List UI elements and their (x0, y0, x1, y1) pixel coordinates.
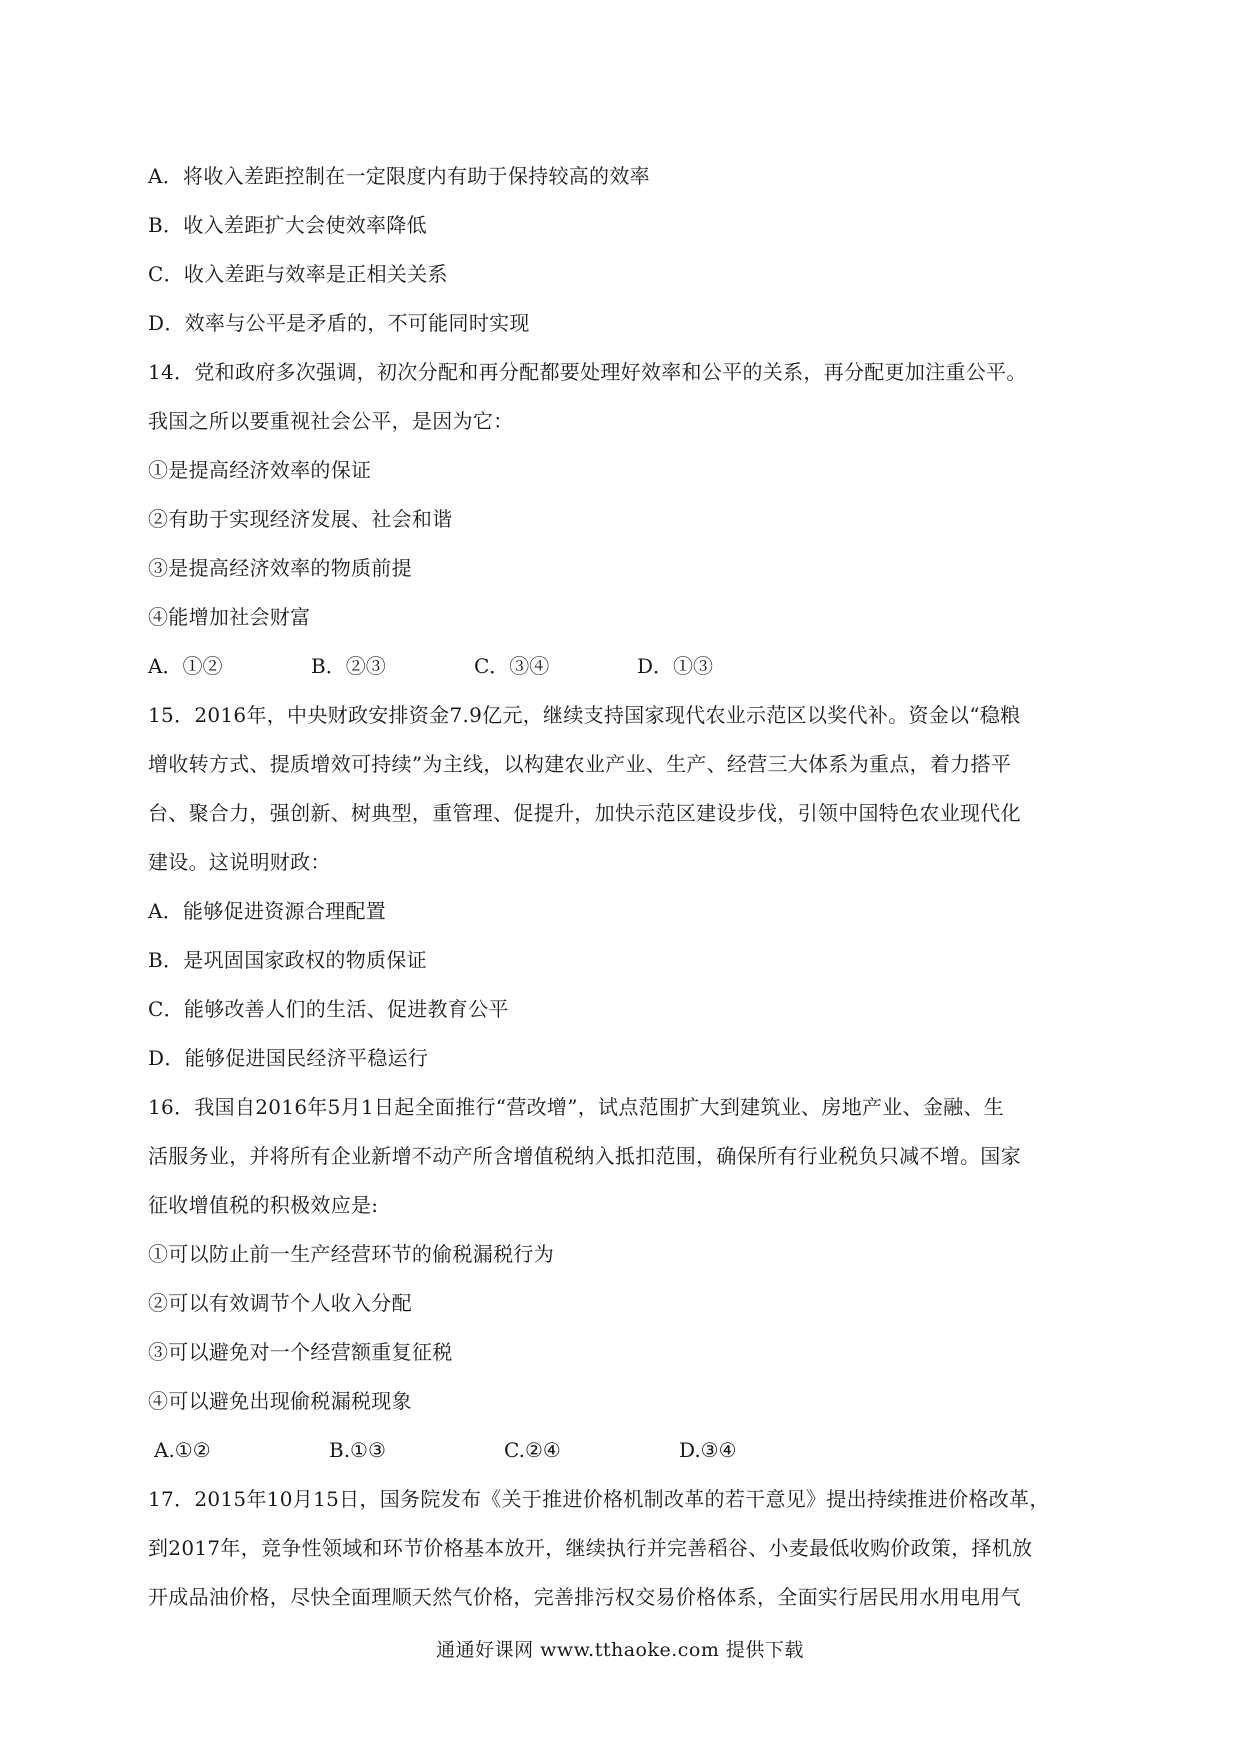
q14-item-3: ③是提高经济效率的物质前提 (148, 556, 412, 580)
q16-item-1: ①可以防止前一生产经营环节的偷税漏税行为 (148, 1242, 554, 1266)
q15-option-d: D．能够促进国民经济平稳运行 (148, 1046, 429, 1070)
q15-stem-line-3: 台、聚合力，强创新、树典型，重管理、促提升，加快示范区建设步伐，引领中国特色农业现代化 (148, 801, 1021, 825)
q15-option-a: A．能够促进资源合理配置 (148, 899, 387, 923)
q15-stem-line-4: 建设。这说明财政： (148, 850, 331, 874)
q13-option-c: C．收入差距与效率是正相关关系 (148, 262, 448, 286)
q14-stem-line-2: 我国之所以要重视社会公平，是因为它： (148, 409, 514, 433)
q15-option-c: C．能够改善人们的生活、促进教育公平 (148, 997, 509, 1021)
q14-stem-line-1: 14．党和政府多次强调，初次分配和再分配都要处理好效率和公平的关系，再分配更加注重公平。 (148, 360, 1027, 384)
q14-answer-b: B．②③ (311, 654, 386, 678)
q17-stem-line-3: 开成品油价格，尽快全面理顺天然气价格，完善排污权交易价格体系，全面实行居民用水用电用气 (148, 1585, 1021, 1609)
q16-stem-line-3: 征收增值税的积极效应是: (148, 1193, 379, 1217)
q17-stem-line-1: 17．2015年10月15日，国务院发布《关于推进价格机制改革的若干意见》提出持续推进价格改革， (148, 1487, 1050, 1511)
q16-stem-line-2: 活服务业，并将所有企业新增不动产所含增值税纳入抵扣范围，确保所有行业税负只减不增。国家 (148, 1144, 1021, 1168)
q13-option-d: D．效率与公平是矛盾的，不可能同时实现 (148, 311, 530, 335)
q16-answer-c: C.②④ (504, 1438, 561, 1462)
q15-stem-line-2: 增收转方式、提质增效可持续”为主线，以构建农业产业、生产、经营三大体系为重点，着力搭平 (148, 752, 1012, 776)
q16-answer-a: A.①② (154, 1438, 211, 1462)
q15-stem-line-1: 15．2016年，中央财政安排资金7.9亿元，继续支持国家现代农业示范区以奖代补。资金以“稳粮 (148, 703, 1021, 727)
q14-item-1: ①是提高经济效率的保证 (148, 458, 372, 482)
q14-answer-a: A．①② (148, 654, 223, 678)
page-content (148, 152, 1098, 1622)
q14-answer-c: C．③④ (474, 654, 550, 678)
q16-answer-d: D.③④ (679, 1438, 737, 1462)
q16-stem-line-1: 16．我国自2016年5月1日起全面推行“营改增”，试点范围扩大到建筑业、房地产业、金融、生 (148, 1095, 1005, 1119)
q13-option-b: B．收入差距扩大会使效率降低 (148, 213, 427, 237)
q14-item-2: ②有助于实现经济发展、社会和谐 (148, 507, 453, 531)
q16-item-4: ④可以避免出现偷税漏税现象 (148, 1389, 412, 1413)
q16-item-3: ③可以避免对一个经营额重复征税 (148, 1340, 453, 1364)
q14-answers (148, 642, 1098, 691)
q17-stem-line-2: 到2017年，竞争性领域和环节价格基本放开，继续执行并完善稻谷、小麦最低收购价政策，择机放 (148, 1536, 1033, 1560)
q13-option-a: A．将收入差距控制在一定限度内有助于保持较高的效率 (148, 164, 650, 188)
q16-answers (148, 1426, 1098, 1475)
q15-option-b: B．是巩固国家政权的物质保证 (148, 948, 427, 972)
q14-answer-d: D．①③ (637, 654, 714, 678)
q16-item-2: ②可以有效调节个人收入分配 (148, 1291, 412, 1315)
page-footer: 通通好课网 www.tthaoke.com 提供下载 (436, 1639, 804, 1661)
q16-answer-b: B.①③ (329, 1438, 386, 1462)
q14-item-4: ④能增加社会财富 (148, 605, 311, 629)
